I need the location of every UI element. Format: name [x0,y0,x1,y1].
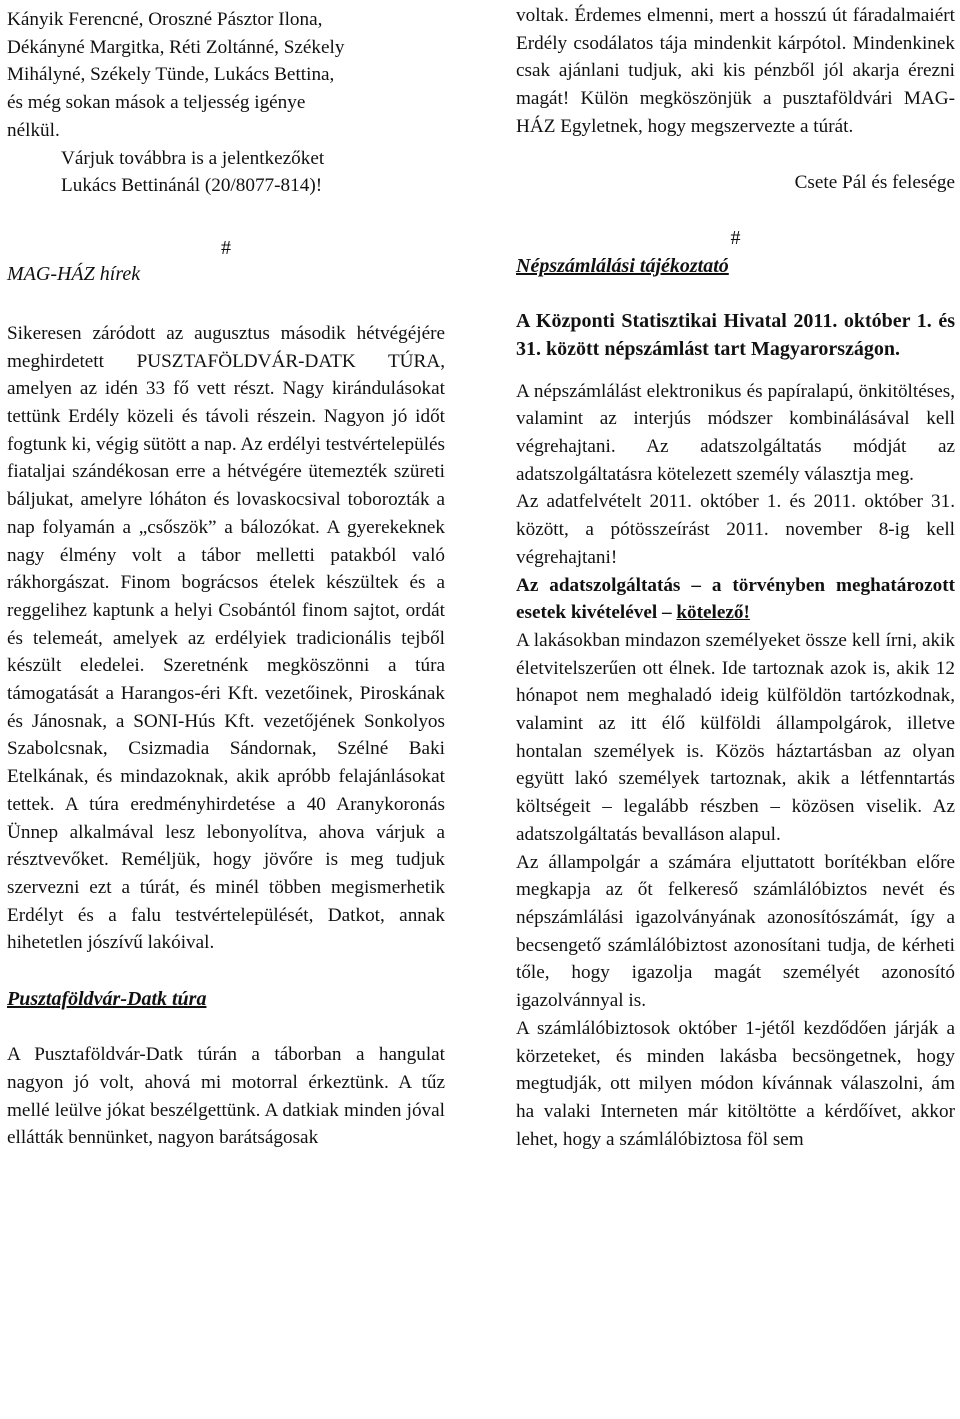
article-signature: Csete Pál és felesége [794,171,955,193]
census-title: Népszámlálási tájékoztató [516,255,729,278]
section-title: MAG-HÁZ hírek [7,262,141,285]
helpers-line: Dékányné Margitka, Réti Zoltánné, Székely [7,36,345,58]
census-lead: A Központi Statisztikai Hivatal 2011. október 1. és 31. között népszámlást tart Magyarországon. [516,310,955,360]
left-column [7,0,445,1152]
right-column [516,0,955,1153]
section-separator: # [221,236,231,259]
invite-line: Várjuk továbbra is a jelentkezőket [61,147,325,169]
invite-line: Lukács Bettinánál (20/8077-814)! [61,175,323,197]
census-paragraph: A lakásokban mindazon személyeket össze kell írni, akik életvitelszerűen ott élnek. Ide tartoznak azok is, akik 12 hónapot nem meghaladó ideig külföldön tartózkodnak, valamint az itt élő külföldi állampolgárok, illetve hontalan személyek is. Közös háztartásban az olyan együtt lakó személyek tartoznak, akik a létfenntartás költségeit – legalább részben – közösen viselik. Az adatszolgáltatás bevalláson alapul. [516,629,955,845]
tura-article: A Pusztaföldvár-Datk túrán a táborban a hangulat nagyon jó volt, ahová mi motorral érkeztünk. A tűz mellé leülve jókat beszélgettünk. A datkiak minden jóval ellátták bennünket, nagyon barátságosak [7,1044,445,1149]
mag-haz-heading [7,234,445,290]
helpers-line: Kányik Ferencné, Oroszné Pásztor Ilona, [7,9,323,30]
helpers-list [7,0,445,200]
mag-haz-article: Sikeresen záródott az augusztus második hétvégéjére meghirdetett PUSZTAFÖLDVÁR-DATK TÚRA, amelyen az idén 33 fő vett részt. Nagy kirándulásokat tettünk Erdély közeli és távoli részein. Nagyon jó időt fogtunk ki, végig sütött a nap. Az erdélyi testvértelepülés fiataljai szándékosan erre a hétvégére ütemezték szüreti báljukat, amelyre lóháton és lovaskocsival toborozták a nap folyamán a „csőszök” a bálozókat. A gyerekeknek nagy élmény volt a tábor melletti patakból való rákhorgászat. Finom bográcsos ételek készültek és a reggelihez kaptunk a helyi Csobántól finom sajtot, ordát és telemeát, amelyek az erdélyiek tradicionális tejből készült eledelei. Szeretnénk megköszönni a túra támogatását a Harangos-éri Kft. vezetőinek, Piroskának és Jánosnak, a SONI-Hús Kft. vezetőjének Sonkolyos Szabolcsnak, Csizmadia Sándornak, Szélné Baki Etelkának, és mindazoknak, akik apróbb felajánlásokat tettek. A túra eredményhirdetése a 40 Aranykoronás Ünnep alkalmával lesz lebonyolítva, ahova várjuk a résztvevőket. Reméljük, hogy jövőre is meg tudjuk szervezni ezt a túrát, és minél többen megismerhetik Erdélyt és a falu testvértelepülését, Datkot, annak hihetetlen jószívű lakóival. [7,322,446,954]
census-obligation-emphasis: kötelező! [676,602,750,624]
tura-title: Pusztaföldvár-Datk túra [7,988,207,1011]
census-paragraph: Az adatfelvételt 2011. október 1. és 2011. október 31. között, a pótösszeírást 2011. november 8-ig kell végrehajtani! [516,491,955,568]
census-paragraph: Az állampolgár a számára eljuttatott borítékban előre megkapja az őt felkereső számlálóbiztos nevét és népszámlálási igazolványának azonosítószámát, így a becsengető számlálóbiztost azonosítani tudja, de kérheti tőle, hogy igazolja magát személyét azonosító igazolvánnyal is. [516,851,955,1012]
helpers-line: és még sokan mások a teljesség igénye [7,92,306,114]
census-paragraph: A számlálóbiztosok október 1-jétől kezdődően járják a körzeteket, és minden lakásba becsöngetnek, hogy megtudják, ott milyen módon kívánnak válaszolni, ám ha valaki Interneten már kitöltötte a kérdőívet, akkor lehet, hogy a számlálóbiztosa föl sem [516,1017,955,1150]
helpers-line: nélkül. [7,119,60,141]
census-paragraph: A népszámlálást elektronikus és papíralapú, önkitöltéses, valamint az interjús módszer kombinálásával kell végrehajtani. Az adatszolgáltatás módját az adatszolgáltatásra kötelezett személy választja meg. [516,380,955,485]
section-separator: # [730,227,741,250]
census-obligation [516,572,955,627]
census-obligation-text: Az adatszolgáltatás – a törvényben meghatározott esetek kivételével – [516,574,955,624]
tura-article-continued: voltak. Érdemes elmenni, mert a hosszú út fáradalmaiért Erdély csodálatos tája mindenkit kárpótol. Mindenkinek csak ajánlani tudjuk, aki kis pénzből jól akarja érezni magát! Külön megköszönjük a pusztaföldvári MAG-HÁZ Egyletnek, hogy megszervezte a túrát. [516,5,955,137]
helpers-line: Mihályné, Székely Tünde, Lukács Bettina, [7,64,335,86]
